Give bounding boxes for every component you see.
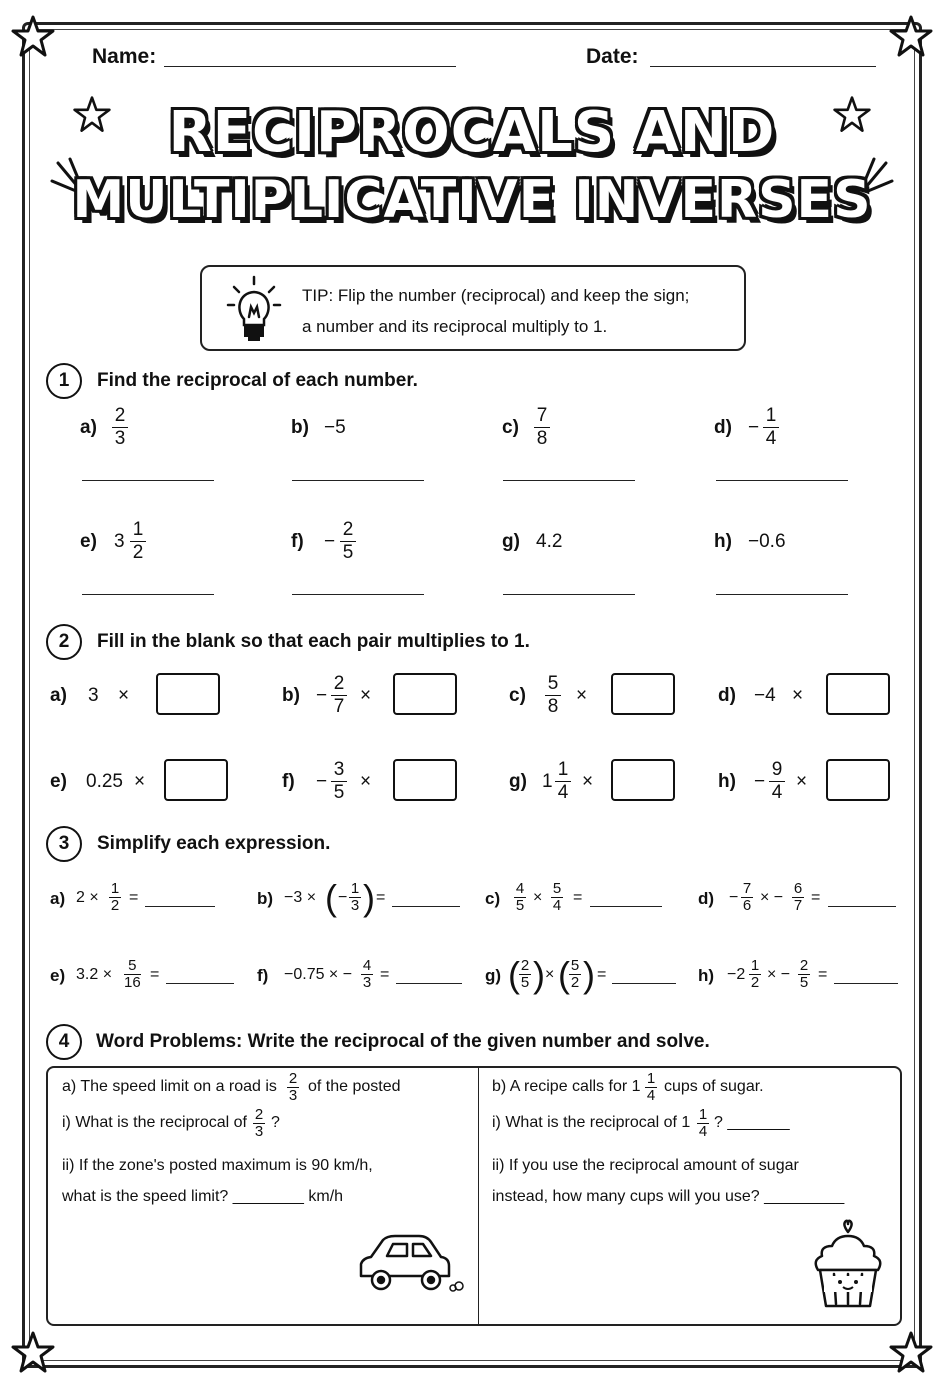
item-label: d) (718, 685, 736, 706)
problem-text: i) What is the reciprocal of 1 (492, 1114, 691, 1131)
tip-line-2: a number and its reciprocal multiply to 1. (302, 317, 608, 336)
item-label: e) (80, 531, 97, 552)
fraction: 5 2 (570, 957, 580, 991)
item-value: 4.2 (536, 531, 563, 552)
item-label: f) (257, 966, 269, 985)
fraction: 1 3 (350, 880, 360, 914)
section-number: 4 (46, 1024, 82, 1060)
fraction: 2 3 (288, 1070, 298, 1104)
item-label: a) (50, 685, 67, 706)
fraction: 1 4 (646, 1070, 656, 1104)
sign: − (338, 889, 348, 906)
item-label: e) (50, 966, 66, 985)
section-number: 1 (46, 363, 82, 399)
times-sign: × (796, 771, 808, 792)
answer-line[interactable] (834, 983, 898, 984)
expr-text: −0.75 × − (284, 966, 353, 983)
item-label: d) (698, 889, 715, 908)
sign: − (316, 685, 328, 706)
answer-line[interactable] (392, 906, 460, 907)
equals-sign: = (380, 966, 390, 983)
tip-box (200, 265, 746, 351)
section-title: Fill in the blank so that each pair multiplies to 1. (97, 631, 530, 652)
fraction: 6 7 (793, 880, 803, 914)
item-label: a) (50, 889, 66, 908)
item-label: g) (509, 771, 527, 792)
times-sign: × (792, 685, 804, 706)
item-label: c) (509, 685, 526, 706)
left-paren: ( (508, 954, 520, 995)
fraction: 3 5 (331, 759, 347, 804)
fraction: 2 3 (254, 1106, 264, 1140)
cupcake-icon (808, 1218, 888, 1314)
answer-line[interactable] (145, 906, 215, 907)
car-icon (355, 1232, 465, 1298)
star-icon (888, 14, 934, 60)
times-sign: × (118, 685, 130, 706)
problem-text: ? _______ (714, 1114, 790, 1131)
item-label: c) (485, 889, 501, 908)
times-sign: × (134, 771, 146, 792)
problem-text: what is the speed limit? ________ km/h (62, 1188, 344, 1205)
times-sign: × (545, 966, 555, 983)
fraction: 5 16 (124, 957, 141, 991)
answer-line[interactable] (590, 906, 662, 907)
fraction: 2 5 (799, 957, 809, 991)
right-paren: ) (533, 954, 545, 995)
equals-sign: = (150, 966, 160, 983)
item-value: −0.6 (748, 531, 786, 552)
equals-sign: = (129, 889, 139, 906)
answer-box[interactable] (393, 759, 457, 801)
lightbulb-icon (226, 275, 282, 343)
times-sign: × (360, 771, 372, 792)
times-sign: × (582, 771, 594, 792)
problem-text: i) What is the reciprocal of (62, 1114, 247, 1131)
sign: − (748, 417, 760, 438)
times-sign: × − (767, 966, 791, 983)
answer-box[interactable] (164, 759, 228, 801)
fraction: 1 2 (130, 519, 146, 564)
item-value: −4 (754, 685, 776, 706)
fraction: 1 4 (698, 1106, 708, 1140)
name-field[interactable] (164, 66, 456, 67)
answer-box[interactable] (826, 673, 890, 715)
item-value: −5 (324, 417, 346, 438)
date-field[interactable] (650, 66, 876, 67)
whole-number: 3 (114, 531, 125, 552)
fraction: 1 4 (763, 405, 779, 450)
expr-text: 2 × (76, 889, 99, 906)
expr-text: −2 (727, 966, 746, 983)
item-label: a) (80, 417, 97, 438)
answer-line[interactable] (166, 983, 234, 984)
answer-line[interactable] (292, 594, 424, 595)
answer-box[interactable] (393, 673, 457, 715)
item-label: g) (485, 966, 502, 985)
star-icon (10, 14, 56, 60)
fraction: 5 4 (552, 880, 562, 914)
name-label: Name: (92, 45, 157, 68)
item-label: h) (698, 966, 715, 985)
answer-line[interactable] (82, 480, 214, 481)
divider (478, 1066, 479, 1326)
answer-line[interactable] (82, 594, 214, 595)
section-title: Word Problems: Write the reciprocal of the given number and solve. (96, 1031, 710, 1052)
answer-box[interactable] (611, 673, 675, 715)
equals-sign: = (811, 889, 821, 906)
answer-box[interactable] (826, 759, 890, 801)
sign: − (754, 771, 766, 792)
item-label: e) (50, 771, 67, 792)
star-icon (888, 1330, 934, 1376)
problem-text: cups of sugar. (664, 1078, 764, 1095)
item-label: b) (257, 889, 274, 908)
sign: − (316, 771, 328, 792)
title-line-1: RECIPROCALS AND (168, 100, 776, 165)
item-label: d) (714, 417, 732, 438)
section-title: Simplify each expression. (97, 833, 331, 854)
date-label: Date: (586, 45, 639, 68)
fraction: 4 5 (515, 880, 525, 914)
right-paren: ) (583, 954, 595, 995)
fraction: 4 3 (362, 957, 372, 991)
times-sign: × (533, 889, 543, 906)
equals-sign: = (573, 889, 583, 906)
problem-text: instead, how many cups will you use? _________ (492, 1188, 845, 1205)
answer-line[interactable] (503, 480, 635, 481)
answer-line[interactable] (292, 480, 424, 481)
item-value: 3 (88, 685, 99, 706)
expr-text: −3 × (284, 889, 317, 906)
fraction: 2 7 (331, 673, 347, 718)
answer-line[interactable] (612, 983, 676, 984)
fraction: 1 2 (750, 957, 760, 991)
item-label: f) (282, 771, 295, 792)
answer-box[interactable] (611, 759, 675, 801)
problem-text: of the posted (308, 1078, 401, 1095)
answer-line[interactable] (828, 906, 896, 907)
equals-sign: = (597, 966, 607, 983)
problem-text: ii) If the zone's posted maximum is 90 km/h, (62, 1157, 373, 1174)
section-number: 2 (46, 624, 82, 660)
fraction: 7 6 (742, 880, 752, 914)
fraction: 2 3 (112, 405, 128, 450)
item-label: f) (291, 531, 304, 552)
right-paren: ) (363, 877, 375, 918)
times-sign: × (576, 685, 588, 706)
problem-text: b) A recipe calls for 1 (492, 1078, 641, 1095)
sign: − (729, 889, 739, 906)
equals-sign: = (376, 889, 386, 906)
section-number: 3 (46, 826, 82, 862)
star-icon (10, 1330, 56, 1376)
fraction: 9 4 (769, 759, 785, 804)
problem-text: a) The speed limit on a road is (62, 1078, 277, 1095)
answer-line[interactable] (716, 594, 848, 595)
item-value: 0.25 (86, 771, 123, 792)
fraction: 1 2 (110, 880, 120, 914)
problem-text: ? (271, 1114, 280, 1131)
problem-text: ii) If you use the reciprocal amount of sugar (492, 1157, 799, 1174)
times-sign: × (360, 685, 372, 706)
section-title: Find the reciprocal of each number. (97, 370, 418, 391)
left-paren: ( (325, 877, 337, 918)
answer-line[interactable] (503, 594, 635, 595)
item-label: c) (502, 417, 519, 438)
fraction: 1 4 (555, 759, 571, 804)
times-sign: × − (760, 889, 784, 906)
answer-line[interactable] (716, 480, 848, 481)
expr-text: 3.2 × (76, 966, 113, 983)
item-label: h) (718, 771, 736, 792)
fraction: 2 5 (340, 519, 356, 564)
fraction: 2 5 (520, 957, 530, 991)
fraction: 7 8 (534, 405, 550, 450)
fraction: 5 8 (545, 673, 561, 718)
title-line-2: MULTIPLICATIVE INVERSES (72, 170, 872, 230)
item-label: g) (502, 531, 520, 552)
answer-line[interactable] (396, 983, 462, 984)
answer-box[interactable] (156, 673, 220, 715)
whole-number: 1 (542, 771, 553, 792)
tip-line-1: TIP: Flip the number (reciprocal) and keep the sign; (302, 286, 690, 305)
left-paren: ( (558, 954, 570, 995)
item-label: b) (282, 685, 300, 706)
equals-sign: = (818, 966, 828, 983)
sign: − (324, 531, 336, 552)
item-label: b) (291, 417, 309, 438)
item-label: h) (714, 531, 732, 552)
